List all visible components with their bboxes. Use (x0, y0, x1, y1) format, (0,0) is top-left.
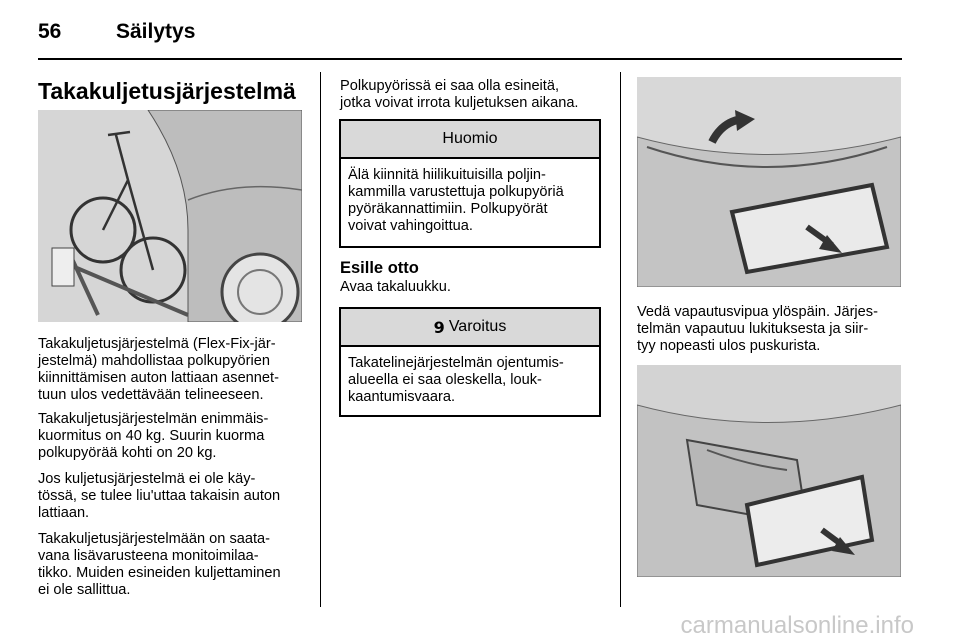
bike-carrier-drawing (38, 110, 302, 322)
paragraph: Jos kuljetusjärjestelmä ei ole käy- tössä, se tulee liu'uttaa takaisin auton lattiaan. (38, 471, 281, 521)
carrier-extend-drawing (637, 365, 901, 577)
watermark: carmanualsonline.info (680, 612, 914, 639)
paragraph: Takakuljetusjärjestelmä (Flex-Fix-jär- jestelmä) mahdollistaa polkupyörien kiinnittämisen auton lattiaan asennet- tuun ulos vedettävään telineeseen. (38, 336, 279, 403)
column-divider (320, 72, 321, 607)
section-title: Takakuljetusjärjestelmä (38, 78, 296, 104)
bike-carrier-illustration (38, 110, 302, 322)
chapter-title: Säilytys (116, 20, 196, 43)
subheading: Esille otto (340, 259, 419, 277)
warning-box (339, 307, 601, 417)
warning-header (341, 309, 599, 347)
warning-body: Takatelinejärjestelmän ojentumis- alueella ei saa oleskella, louk- kaantumisvaara. (348, 355, 564, 405)
carrier-extend-illustration (637, 365, 901, 577)
page-number: 56 (38, 20, 62, 43)
header-rule (38, 58, 902, 60)
warning-heading: Varoitus (448, 318, 507, 335)
notice-box (339, 119, 601, 248)
notice-heading: Huomio (341, 121, 599, 159)
column-divider (620, 72, 621, 607)
step-text: Avaa takaluukku. (340, 279, 451, 295)
instruction-paragraph: Vedä vapautusvipua ylöspäin. Järjes- telmän vapautuu lukituksesta ja siir- tyy nopeasti ulos puskurista. (637, 304, 878, 354)
paragraph: Takakuljetusjärjestelmän enimmäis- kuormitus on 40 kg. Suurin kuorma polkupyörää kohti on 20 kg. (38, 411, 269, 461)
release-lever-illustration (637, 77, 901, 287)
warning-icon: 9 (433, 317, 445, 337)
notice-body: Älä kiinnitä hiilikuituisilla poljin- kammilla varustettuja polkupyöriä pyöräkannattimiin. Polkupyörät voivat vahingoittua. (348, 167, 564, 234)
intro-paragraph: Polkupyörissä ei saa olla esineitä, jotka voivat irrota kuljetuksen aikana. (340, 78, 579, 111)
paragraph: Takakuljetusjärjestelmään on saata- vana lisävarusteena monitoimilaa- tikko. Muiden esineiden kuljettaminen ei ole sallittua. (38, 531, 281, 598)
release-lever-drawing (637, 77, 901, 287)
